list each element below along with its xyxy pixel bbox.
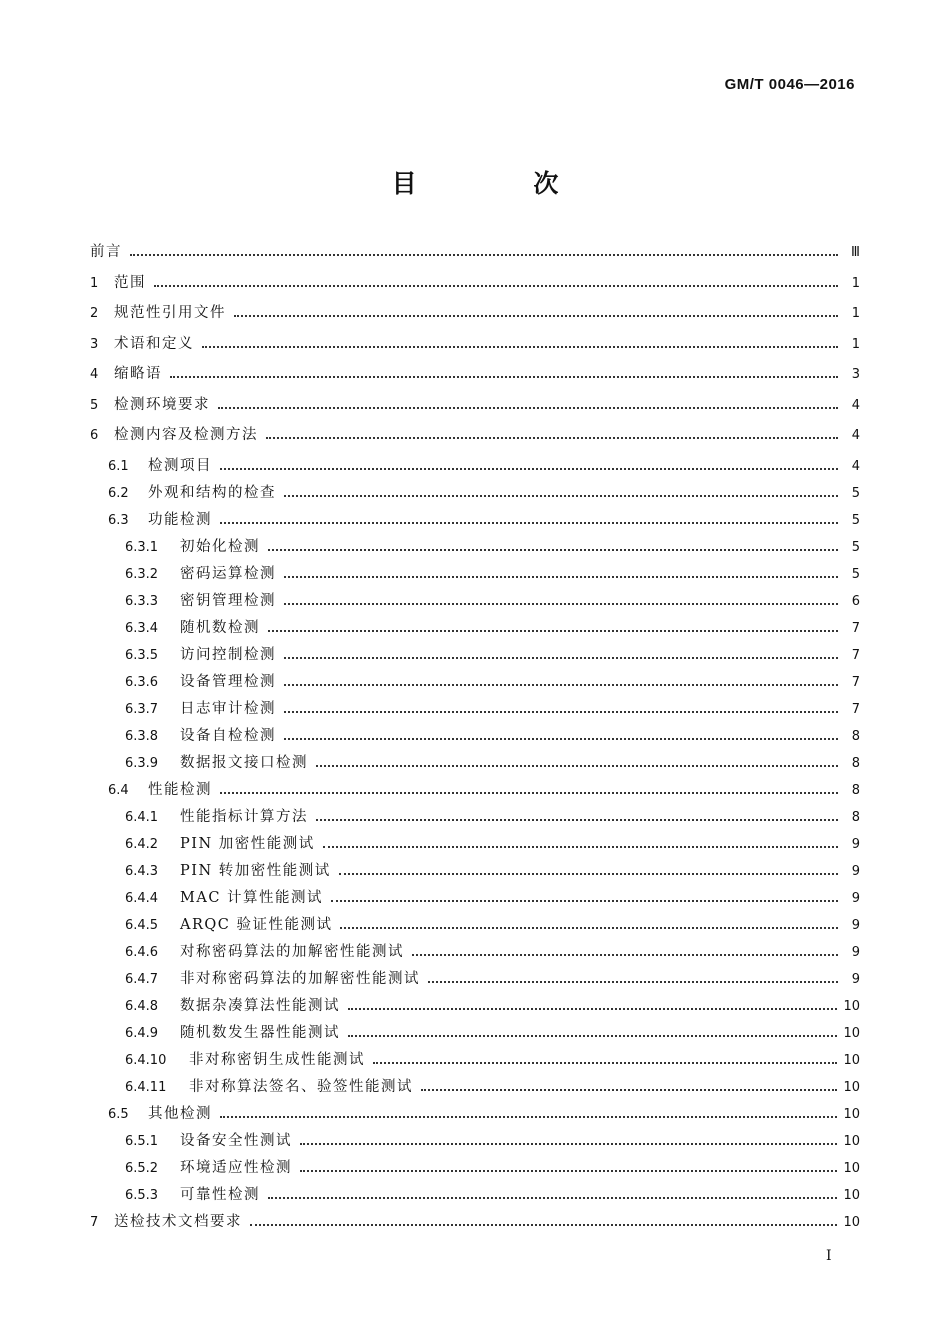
toc-entry-number: 6.4.10: [125, 1052, 167, 1068]
toc-dot-leader: [234, 315, 838, 317]
toc-entry[interactable]: [90, 616, 860, 643]
toc-dot-leader: [202, 346, 838, 348]
toc-entry-page-number: 3: [851, 367, 860, 382]
toc-entry-number: 6.5.3: [125, 1187, 159, 1203]
document-code: GM/T 0046—2016: [724, 76, 855, 93]
toc-entry-label: 性能检测: [148, 781, 212, 798]
toc-entry-number: 6.4.7: [125, 971, 159, 987]
toc-entry-number: 6.4.2: [125, 836, 159, 852]
toc-entry[interactable]: [90, 751, 860, 778]
toc-dot-leader: [220, 468, 838, 470]
toc-entry-page-number: 10: [843, 1079, 860, 1095]
toc-entry-page-number: 9: [851, 971, 860, 987]
toc-entry-label: 性能指标计算方法: [180, 808, 308, 825]
toc-entry-page-number: 8: [851, 755, 860, 771]
toc-entry-label: 缩略语: [114, 366, 162, 382]
toc-entry[interactable]: [90, 271, 860, 302]
toc-entry-number: 6.4.9: [125, 1025, 159, 1041]
toc-dot-leader: [250, 1224, 837, 1226]
toc-entry-page-number: 8: [851, 782, 860, 798]
toc-entry-page-number: 1: [851, 275, 860, 291]
toc-entry[interactable]: [90, 562, 860, 589]
toc-dot-leader: [268, 630, 838, 632]
toc-entry-page-number: Ⅲ: [851, 245, 860, 260]
toc-entry-label: 随机数检测: [180, 619, 260, 636]
toc-entry-label: 随机数发生器性能测试: [180, 1024, 340, 1041]
toc-dot-leader: [170, 376, 838, 378]
toc-entry-label: 日志审计检测: [180, 700, 276, 717]
toc-entry-label: 环境适应性检测: [180, 1159, 292, 1176]
toc-entry[interactable]: [90, 1156, 860, 1183]
toc-dot-leader: [412, 954, 838, 956]
toc-dot-leader: [300, 1143, 837, 1145]
toc-entry[interactable]: [90, 1075, 860, 1102]
toc-entry[interactable]: [90, 940, 860, 967]
toc-entry-label: 规范性引用文件: [114, 305, 226, 321]
toc-dot-leader: [373, 1062, 837, 1064]
toc-entry-page-number: 10: [843, 1187, 860, 1203]
toc-dot-leader: [130, 254, 838, 256]
toc-dot-leader: [284, 738, 838, 740]
toc-entry-label: 设备管理检测: [180, 673, 276, 690]
toc-entry-label: 非对称密钥生成性能测试: [189, 1051, 365, 1068]
toc-entry-number: 6.4.5: [125, 917, 159, 933]
toc-entry-number: 5: [90, 397, 99, 413]
toc-entry-label: 检测环境要求: [114, 396, 210, 413]
toc-entry[interactable]: [90, 1129, 860, 1156]
toc-entry-number: 6.5.2: [125, 1160, 159, 1176]
toc-entry-number: 6.4.3: [125, 863, 159, 879]
toc-entry-page-number: 9: [851, 836, 860, 852]
toc-dot-leader: [284, 603, 838, 605]
toc-entry-page-number: 5: [851, 539, 860, 555]
toc-entry-label: PIN 加密性能测试: [180, 835, 315, 852]
toc-entry[interactable]: [90, 643, 860, 670]
toc-dot-leader: [220, 522, 838, 524]
toc-entry-page-number: 10: [843, 1160, 860, 1176]
toc-entry-number: 1: [90, 275, 99, 291]
toc-entry[interactable]: [90, 481, 860, 508]
toc-entry[interactable]: [90, 832, 860, 859]
toc-dot-leader: [323, 846, 838, 848]
toc-entry-label: 检测项目: [148, 457, 212, 474]
toc-dot-leader: [268, 1197, 837, 1199]
toc-entry-label: 密码运算检测: [180, 565, 276, 582]
toc-dot-leader: [284, 495, 838, 497]
toc-dot-leader: [421, 1089, 837, 1091]
toc-entry-label: 送检技术文档要求: [114, 1213, 242, 1230]
toc-entry-number: 6.3.2: [125, 566, 159, 582]
toc-entry-number: 6: [90, 428, 99, 443]
toc-entry-label: PIN 转加密性能测试: [180, 862, 331, 879]
toc-dot-leader: [268, 549, 838, 551]
toc-entry[interactable]: [90, 1102, 860, 1129]
toc-entry[interactable]: [90, 393, 860, 424]
toc-dot-leader: [316, 819, 838, 821]
toc-dot-leader: [284, 711, 838, 713]
toc-entry-number: 4: [90, 367, 99, 382]
toc-entry-page-number: 5: [851, 485, 860, 501]
toc-entry-number: 6.4.6: [125, 944, 159, 960]
toc-entry-number: 6.3.9: [125, 755, 159, 771]
toc-entry-page-number: 9: [851, 917, 860, 933]
toc-dot-leader: [218, 407, 838, 409]
toc-entry[interactable]: [90, 454, 860, 481]
toc-entry-number: 6.4.4: [125, 890, 159, 906]
toc-entry-page-number: 6: [851, 593, 860, 609]
toc-entry[interactable]: [90, 535, 860, 562]
toc-entry[interactable]: [90, 1021, 860, 1048]
toc-entry-label: ARQC 验证性能测试: [180, 916, 333, 933]
toc-entry-page-number: 1: [851, 336, 860, 352]
toc-entry-number: 6.4.1: [125, 809, 159, 825]
toc-entry[interactable]: [90, 589, 860, 616]
toc-entry[interactable]: [90, 670, 860, 697]
toc-entry-page-number: 10: [843, 1214, 860, 1230]
toc-entry-label: 术语和定义: [114, 335, 194, 352]
toc-entry-number: 7: [90, 1214, 99, 1230]
toc-entry-page-number: 5: [851, 512, 860, 528]
toc-entry[interactable]: [90, 362, 860, 393]
toc-entry-label: 其他检测: [148, 1105, 212, 1122]
toc-entry[interactable]: [90, 913, 860, 940]
toc-entry-label: 数据报文接口检测: [180, 754, 308, 771]
toc-entry-page-number: 10: [843, 1133, 860, 1149]
toc-entry-page-number: 9: [851, 944, 860, 960]
toc-entry-number: 6.2: [108, 485, 129, 501]
page-title: 目 次: [391, 169, 613, 198]
toc-entry-page-number: 10: [843, 998, 860, 1014]
toc-entry-page-number: 9: [851, 890, 860, 906]
toc-entry-label: 密钥管理检测: [180, 592, 276, 609]
toc-entry-page-number: 8: [851, 728, 860, 744]
toc-dot-leader: [300, 1170, 837, 1172]
toc-entry-number: 6.3.6: [125, 674, 159, 690]
toc-entry-number: 6.3: [108, 512, 129, 528]
toc-dot-leader: [284, 684, 838, 686]
toc-entry-page-number: 7: [851, 701, 860, 717]
page-folio: Ⅰ: [826, 1248, 832, 1264]
toc-dot-leader: [284, 576, 838, 578]
toc-entry-label: 访问控制检测: [180, 646, 276, 663]
toc-entry-label: 对称密码算法的加解密性能测试: [180, 943, 404, 960]
toc-dot-leader: [331, 900, 838, 902]
toc-entry-page-number: 4: [851, 428, 860, 443]
toc-entry[interactable]: [90, 778, 860, 805]
toc-entry-page-number: 10: [843, 1052, 860, 1068]
toc-entry-number: 2: [90, 306, 99, 321]
toc-entry-page-number: 9: [851, 863, 860, 879]
toc-dot-leader: [339, 873, 838, 875]
toc-entry-number: 6.3.3: [125, 593, 159, 609]
toc-entry-number: 6.3.1: [125, 539, 159, 555]
toc-entry-number: 6.5.1: [125, 1133, 159, 1149]
toc-entry[interactable]: [90, 301, 860, 332]
toc-dot-leader: [348, 1008, 837, 1010]
toc-entry-label: 检测内容及检测方法: [114, 427, 258, 443]
toc-entry-label: 范围: [114, 274, 146, 291]
toc-entry-page-number: 7: [851, 620, 860, 636]
toc-entry-number: 6.3.4: [125, 620, 159, 636]
toc-entry[interactable]: [90, 697, 860, 724]
toc-dot-leader: [340, 927, 838, 929]
toc-entry-label: 可靠性检测: [180, 1186, 260, 1203]
toc-entry[interactable]: [90, 332, 860, 363]
toc-entry[interactable]: [90, 423, 860, 454]
toc-entry-label: 非对称算法签名、验签性能测试: [189, 1078, 413, 1095]
toc-entry-label: 初始化检测: [180, 538, 260, 555]
toc-entry-page-number: 7: [851, 674, 860, 690]
toc-entry-number: 6.1: [108, 458, 129, 474]
toc-entry-label: 非对称密码算法的加解密性能测试: [180, 970, 420, 987]
toc-entry-label: 数据杂凑算法性能测试: [180, 997, 340, 1014]
toc-entry-label: 前言: [90, 244, 122, 260]
toc-entry-label: 功能检测: [148, 511, 212, 528]
toc-entry-page-number: 4: [851, 458, 860, 474]
toc-entry-number: 3: [90, 336, 99, 352]
toc-entry-number: 6.3.5: [125, 647, 159, 663]
toc-entry-page-number: 7: [851, 647, 860, 663]
toc-entry-page-number: 5: [851, 566, 860, 582]
toc-entry-label: MAC 计算性能测试: [180, 889, 324, 906]
toc-entry-page-number: 8: [851, 809, 860, 825]
toc-entry[interactable]: [90, 994, 860, 1021]
toc-entry-number: 6.5: [108, 1106, 129, 1122]
toc-entry[interactable]: [90, 1048, 860, 1075]
toc-entry-page-number: 1: [851, 306, 860, 321]
toc-entry[interactable]: [90, 1210, 860, 1241]
toc-dot-leader: [348, 1035, 837, 1037]
toc-entry-label: 设备自检检测: [180, 727, 276, 744]
table-of-contents: [90, 240, 860, 1240]
toc-entry[interactable]: [90, 724, 860, 751]
toc-entry-number: 6.4.11: [125, 1079, 167, 1095]
toc-entry-number: 6.4.8: [125, 998, 159, 1014]
toc-dot-leader: [316, 765, 838, 767]
toc-entry[interactable]: [90, 886, 860, 913]
toc-entry-label: 外观和结构的检查: [148, 484, 276, 501]
toc-entry-page-number: 4: [851, 397, 860, 413]
toc-entry-number: 6.3.8: [125, 728, 159, 744]
toc-dot-leader: [220, 792, 838, 794]
toc-entry[interactable]: [90, 805, 860, 832]
toc-entry-number: 6.3.7: [125, 701, 159, 717]
toc-entry-label: 设备安全性测试: [180, 1132, 292, 1149]
toc-dot-leader: [266, 437, 838, 439]
toc-dot-leader: [220, 1116, 837, 1118]
toc-entry[interactable]: [90, 1183, 860, 1210]
toc-entry[interactable]: [90, 967, 860, 994]
toc-entry[interactable]: [90, 508, 860, 535]
toc-dot-leader: [284, 657, 838, 659]
toc-entry-number: 6.4: [108, 782, 129, 798]
toc-entry-page-number: 10: [843, 1106, 860, 1122]
toc-entry-page-number: 10: [843, 1025, 860, 1041]
toc-entry[interactable]: [90, 859, 860, 886]
toc-dot-leader: [154, 285, 838, 287]
toc-entry[interactable]: [90, 240, 860, 271]
toc-dot-leader: [428, 981, 838, 983]
